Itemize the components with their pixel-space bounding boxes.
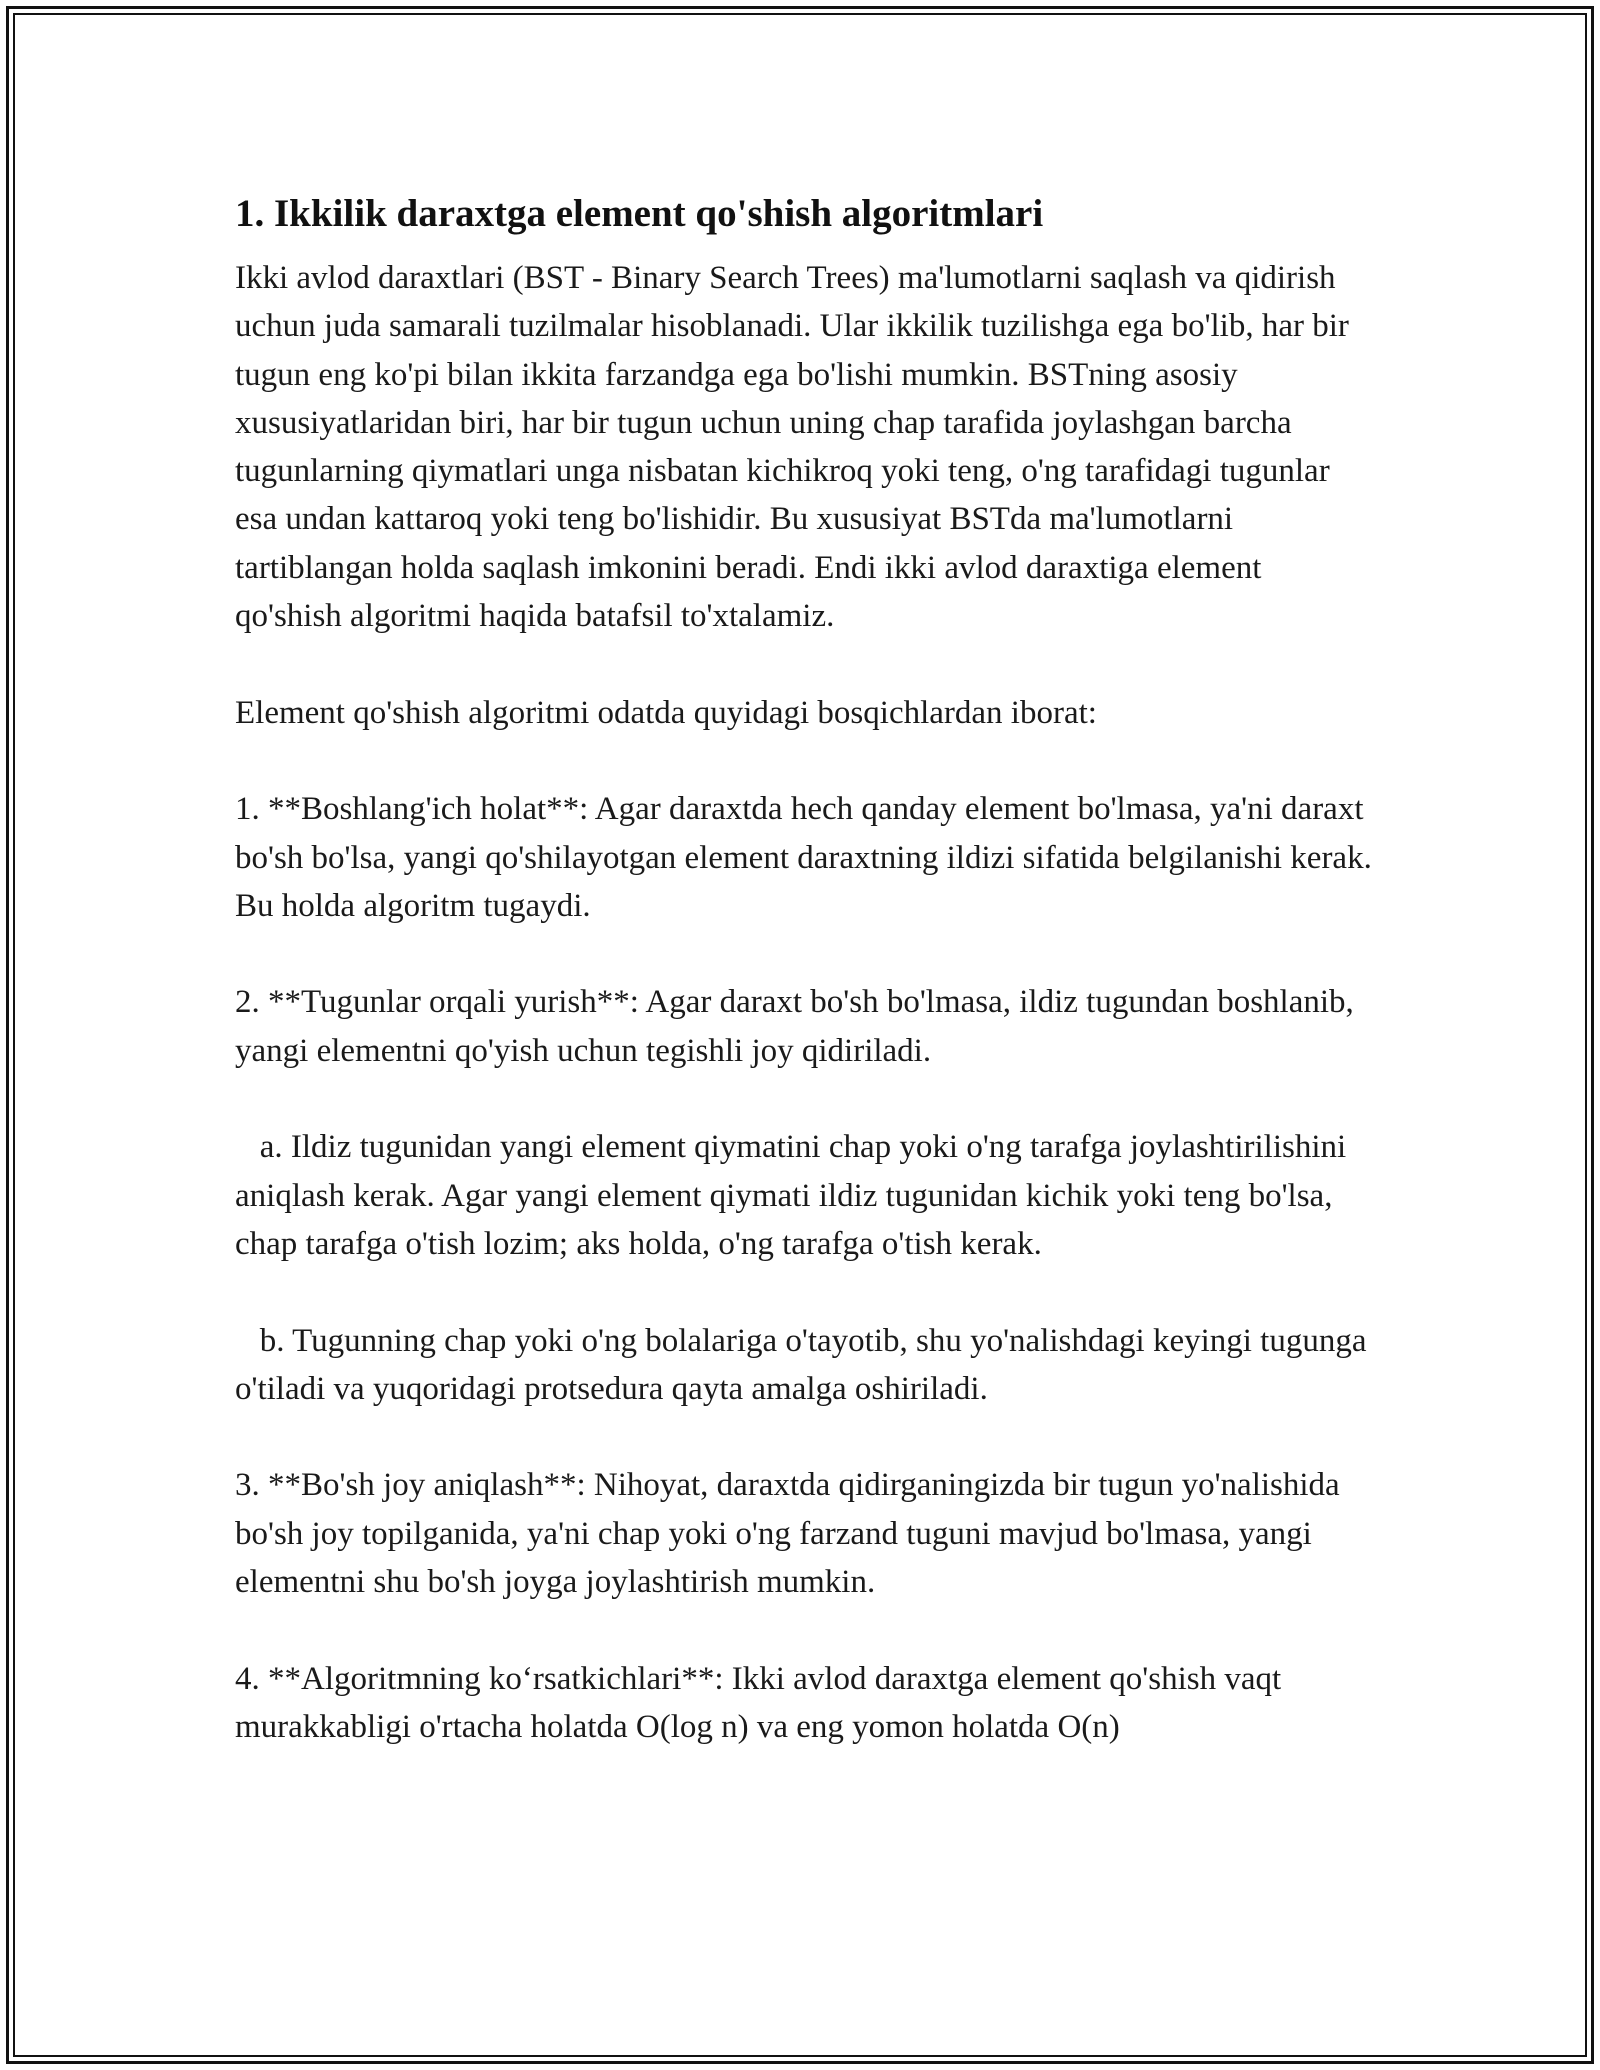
section-heading: 1. Ikkilik daraxtga element qo'shish algoritmlari	[235, 192, 1044, 235]
step-3-paragraph: 3. **Bo'sh joy aniqlash**: Nihoyat, daraxtda qidirganingizda bir tugun yo'nalishida bo'sh joy topilganida, ya'ni chap yoki o'ng farzand tuguni mavjud bo'lmasa, yangi elementni shu bo'sh joyga joylashtirish mumkin.	[235, 1467, 1348, 1601]
steps-intro-paragraph: Element qo'shish algoritmi odatda quyidagi bosqichlardan iborat:	[235, 694, 1097, 731]
document-body	[235, 186, 1381, 1800]
step-2-paragraph: 2. **Tugunlar orqali yurish**: Agar daraxt bo'sh bo'lmasa, ildiz tugundan boshlanib, yangi elementni qo'yish uchun tegishli joy qidiriladi.	[235, 984, 1363, 1069]
step-2a-paragraph: a. Ildiz tugunidan yangi element qiymatini chap yoki o'ng tarafga joylashtirilishini aniqlash kerak. Agar yangi element qiymati ildiz tugunidan kichik yoki teng bo'lsa, chap tarafga o'tish lozim; aks holda, o'ng tarafga o'tish kerak.	[235, 1129, 1355, 1262]
step-4-paragraph: 4. **Algoritmning ko‘rsatkichlari**: Ikki avlod daraxtga element qo'shish vaqt murakkabligi o'rtacha holatda O(log n) va eng yomon holatda O(n)	[235, 1660, 1290, 1745]
step-1-paragraph: 1. **Boshlang'ich holat**: Agar daraxtda hech qanday element bo'lmasa, ya'ni daraxt bo'sh bo'lsa, yangi qo'shilayotgan element daraxtning ildizi sifatida belgilanishi kerak. Bu holda algoritm tugaydi.	[235, 791, 1381, 924]
step-2b-paragraph: b. Tugunning chap yoki o'ng bolalariga o'tayotib, shu yo'nalishdagi keyingi tugunga o'tiladi va yuqoridagi protsedura qayta amalga oshiriladi.	[235, 1322, 1375, 1407]
intro-paragraph: Ikki avlod daraxtlari (BST - Binary Search Trees) ma'lumotlarni saqlash va qidirish uchun juda samarali tuzilmalar hisoblanadi. Ular ikkilik tuzilishga ega bo'lib, har bir tugun eng ko'pi bilan ikkita farzandga ega bo'lishi mumkin. BSTning asosiy xususiyatlaridan biri, har bir tugun uchun uning chap tarafida joylashgan barcha tugunlarning qiymatlari unga nisbatan kichikroq yoki teng, o'ng tarafidagi tugunlar esa undan kattaroq yoki teng bo'lishidir. Bu xususiyat BSTda ma'lumotlarni tartiblangan holda saqlash imkonini beradi. Endi ikki avlod daraxtiga element qo'shish algoritmi haqida batafsil to'xtalamiz.	[235, 260, 1358, 635]
